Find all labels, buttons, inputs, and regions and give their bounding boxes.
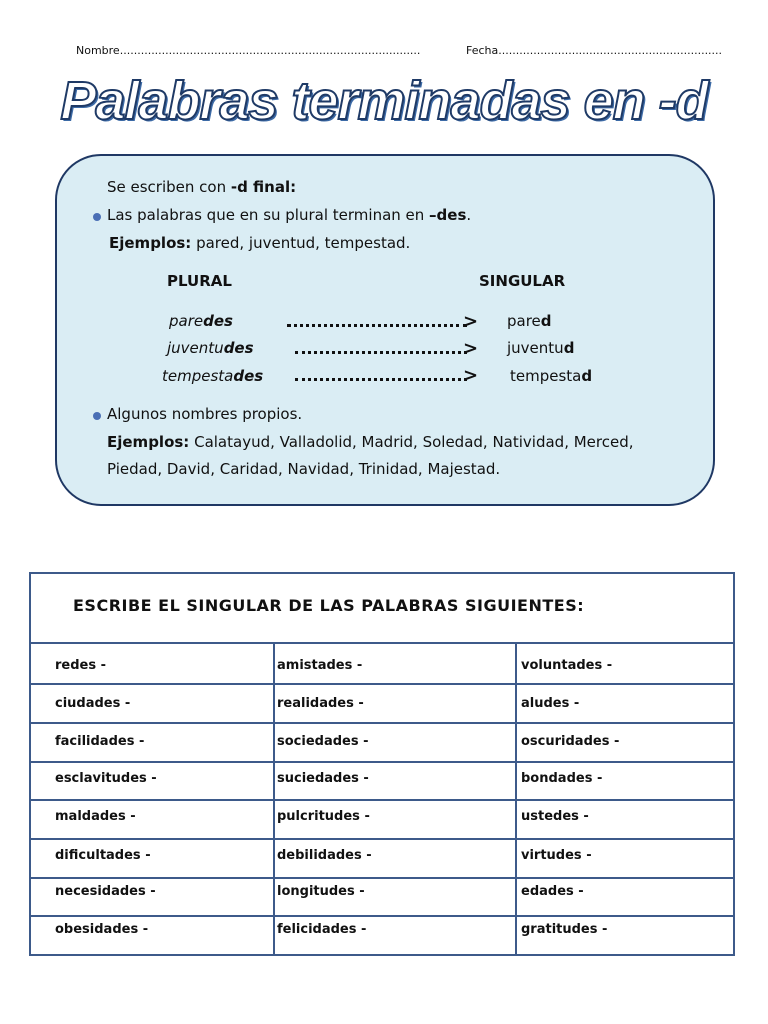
- exercise-word: facilidades -: [55, 734, 145, 749]
- exercise-grid: [31, 642, 733, 956]
- exercise-word: obesidades -: [55, 922, 149, 937]
- exercise-word: aludes -: [521, 696, 580, 711]
- arrow-right-icon: >: [463, 338, 479, 359]
- grid-line: [31, 683, 733, 685]
- rule-bullet-2: Algunos nombres propios.: [107, 405, 303, 423]
- exercise-word: necesidades -: [55, 884, 156, 899]
- exercise-word: ciudades -: [55, 696, 131, 711]
- rule-box: [55, 154, 715, 506]
- plural-example: juventudes: [167, 339, 254, 357]
- exercise-title: ESCRIBE EL SINGULAR DE LAS PALABRAS SIGUIENTES:: [73, 596, 585, 615]
- grid-line: [31, 915, 733, 917]
- arrow-right-icon: >: [463, 365, 479, 386]
- singular-example: pared: [507, 312, 552, 330]
- dotted-arrow-line: [287, 324, 467, 327]
- plural-example: tempestades: [162, 367, 264, 385]
- exercise-word: maldades -: [55, 809, 136, 824]
- exercise-word: longitudes -: [277, 884, 365, 899]
- examples-2-line-2: Piedad, David, Caridad, Navidad, Trinidad, Majestad.: [107, 460, 501, 478]
- grid-line: [31, 877, 733, 879]
- exercise-word: suciedades -: [277, 771, 369, 786]
- rule-bullet-1: Las palabras que en su plural terminan en –des.: [107, 206, 472, 224]
- exercise-word: amistades -: [277, 658, 363, 673]
- page-title: Palabras terminadas en -d: [60, 71, 708, 131]
- exercise-word: edades -: [521, 884, 584, 899]
- dotted-arrow-line: [295, 378, 467, 381]
- grid-line: [273, 642, 275, 956]
- fecha-label: Fecha................................................................: [466, 44, 723, 57]
- singular-header: SINGULAR: [479, 272, 566, 290]
- exercise-word: realidades -: [277, 696, 364, 711]
- grid-line: [31, 642, 733, 644]
- exercise-word: dificultades -: [55, 848, 151, 863]
- exercise-word: ustedes -: [521, 809, 589, 824]
- arrow-right-icon: >: [463, 311, 479, 332]
- exercise-word: debilidades -: [277, 848, 372, 863]
- examples-2-line-1: Ejemplos: Calatayud, Valladolid, Madrid, Soledad, Natividad, Merced,: [107, 433, 634, 451]
- exercise-word: felicidades -: [277, 922, 367, 937]
- rule-intro: Se escriben con -d final:: [107, 178, 297, 196]
- exercise-word: pulcritudes -: [277, 809, 370, 824]
- exercise-word: bondades -: [521, 771, 603, 786]
- exercise-word: oscuridades -: [521, 734, 620, 749]
- plural-header: PLURAL: [167, 272, 232, 290]
- dotted-arrow-line: [295, 351, 467, 354]
- exercise-word: esclavitudes -: [55, 771, 157, 786]
- singular-example: juventud: [507, 339, 575, 357]
- exercise-word: redes -: [55, 658, 107, 673]
- grid-line: [31, 761, 733, 763]
- plural-example: paredes: [169, 312, 233, 330]
- bullet-icon: [93, 213, 101, 221]
- grid-line: [31, 799, 733, 801]
- exercise-word: voluntades -: [521, 658, 613, 673]
- examples-1: Ejemplos: pared, juventud, tempestad.: [109, 234, 411, 252]
- grid-line: [31, 722, 733, 724]
- singular-example: tempestad: [510, 367, 593, 385]
- exercise-word: gratitudes -: [521, 922, 608, 937]
- grid-line: [31, 838, 733, 840]
- bullet-icon: [93, 412, 101, 420]
- exercise-word: sociedades -: [277, 734, 369, 749]
- grid-line: [515, 642, 517, 956]
- exercise-word: virtudes -: [521, 848, 592, 863]
- exercise-table: [29, 572, 735, 956]
- nombre-label: Nombre......................................................................................: [76, 44, 421, 57]
